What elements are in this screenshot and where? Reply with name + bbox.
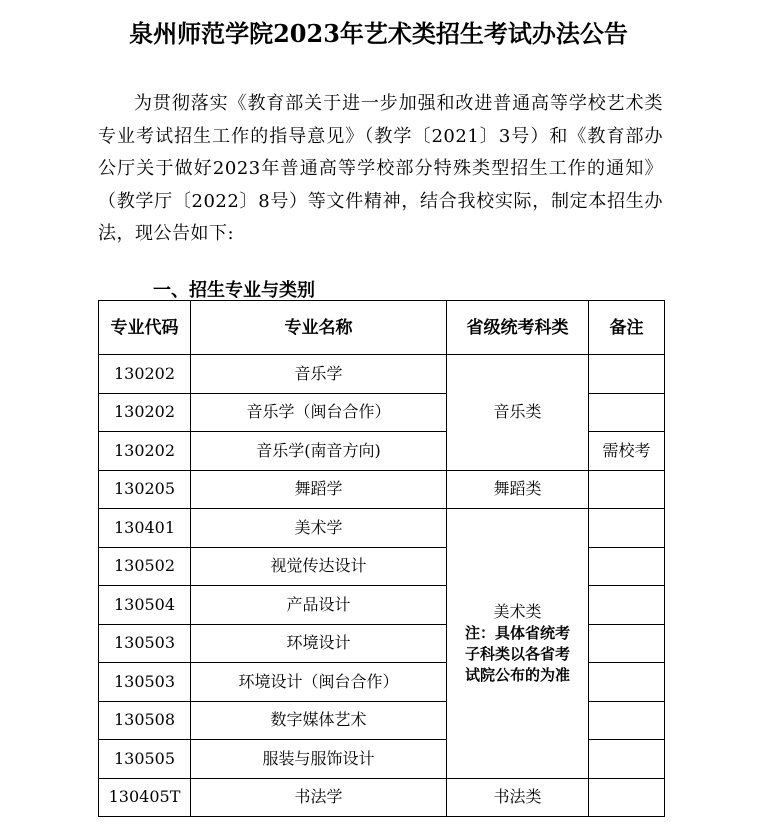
- remark-cell: [589, 547, 665, 586]
- exam-category-music: 音乐类: [447, 355, 589, 471]
- major-code: 130505: [99, 740, 191, 779]
- exam-category-calligraphy: 书法类: [447, 778, 589, 817]
- remark-cell: [589, 663, 665, 702]
- majors-table: [98, 300, 665, 817]
- major-code: 130508: [99, 701, 191, 740]
- header-exam-category: 省级统考科类: [447, 301, 589, 355]
- section-heading-majors: 一、招生专业与类别: [153, 280, 315, 301]
- header-major-name: 专业名称: [191, 301, 447, 355]
- intro-paragraph: 为贯彻落实《教育部关于进一步加强和改进普通高等学校艺术类专业考试招生工作的指导意见》（教学〔2021〕3号）和《教育部办公厅关于做好2023年普通高等学校部分特殊类型招生工作的通知》（教学厅〔2022〕8号）等文件精神，结合我校实际，制定本招生办法，现公告如下:: [98, 93, 663, 244]
- header-major-code: 专业代码: [99, 301, 191, 355]
- remark-cell: [589, 740, 665, 779]
- major-name: 数字媒体艺术: [191, 701, 447, 740]
- major-name: 视觉传达设计: [191, 547, 447, 586]
- remark-cell: 需校考: [589, 432, 665, 471]
- major-code: 130202: [99, 393, 191, 432]
- major-name: 音乐学（闽台合作）: [191, 393, 447, 432]
- major-name: 音乐学(南音方向): [191, 432, 447, 471]
- major-name: 舞蹈学: [191, 470, 447, 509]
- major-name: 产品设计: [191, 586, 447, 625]
- table-row: [99, 509, 665, 548]
- table-row: [99, 778, 665, 817]
- table-header-row: [99, 301, 665, 355]
- remark-cell: [589, 701, 665, 740]
- header-remarks: 备注: [589, 301, 665, 355]
- remark-cell: [589, 624, 665, 663]
- remark-cell: [589, 778, 665, 817]
- remark-cell: [589, 470, 665, 509]
- exam-category-dance: 舞蹈类: [447, 470, 589, 509]
- remark-cell: [589, 393, 665, 432]
- exam-category-art: [447, 509, 589, 779]
- major-code: 130503: [99, 624, 191, 663]
- major-name: 服装与服饰设计: [191, 740, 447, 779]
- major-name: 环境设计（闽台合作）: [191, 663, 447, 702]
- table-row: [99, 470, 665, 509]
- remark-cell: [589, 586, 665, 625]
- major-code: 130503: [99, 663, 191, 702]
- major-code: 130401: [99, 509, 191, 548]
- major-name: 书法学: [191, 778, 447, 817]
- major-name: 美术学: [191, 509, 447, 548]
- major-code: 130205: [99, 470, 191, 509]
- major-code: 130202: [99, 432, 191, 471]
- remark-cell: [589, 355, 665, 394]
- table-row: [99, 355, 665, 394]
- major-code: 130405T: [99, 778, 191, 817]
- major-code: 130502: [99, 547, 191, 586]
- major-code: 130202: [99, 355, 191, 394]
- major-name: 音乐学: [191, 355, 447, 394]
- exam-category-art-label: 美术类: [493, 601, 542, 621]
- exam-category-art-note: 注：具体省统考子科类以各省考试院公布的为准: [465, 623, 571, 684]
- document-title: 泉州师范学院2023年艺术类招生考试办法公告: [129, 19, 628, 48]
- major-name: 环境设计: [191, 624, 447, 663]
- major-code: 130504: [99, 586, 191, 625]
- remark-cell: [589, 509, 665, 548]
